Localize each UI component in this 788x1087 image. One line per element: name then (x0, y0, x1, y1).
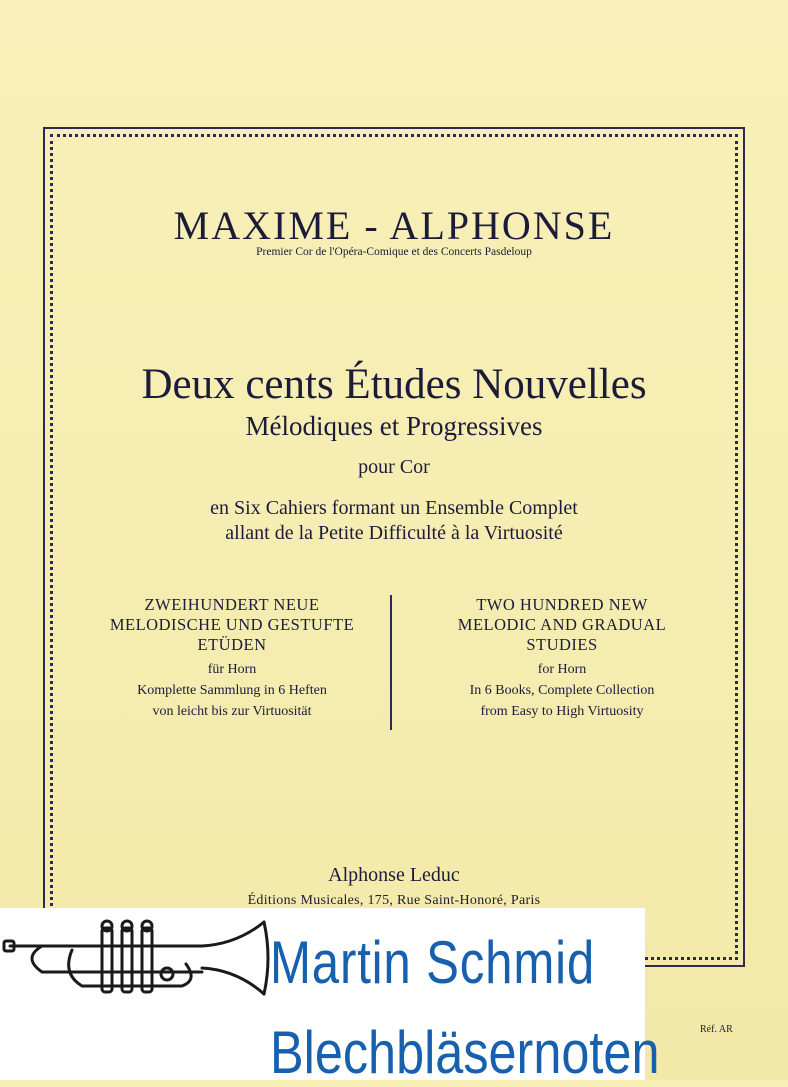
german-heading-3: ETÜDEN (197, 635, 267, 654)
english-instrument: for Horn (537, 662, 587, 677)
publisher-name: Alphonse Leduc (328, 864, 460, 886)
column-divider (390, 595, 392, 730)
english-column (402, 595, 722, 722)
watermark-line-1: Martin Schmid (270, 929, 596, 996)
english-heading-2: MELODIC AND GRADUAL (457, 615, 667, 634)
german-heading-1: ZWEIHUNDERT NEUE (144, 595, 320, 614)
composer-name: MAXIME - ALPHONSE (173, 203, 615, 248)
german-line-2: von leicht bis zur Virtuosität (152, 704, 312, 719)
english-line-1: In 6 Books, Complete Collection (469, 683, 655, 698)
instrument-label: pour Cor (358, 456, 430, 478)
german-column (72, 595, 392, 722)
trumpet-icon (2, 914, 270, 1014)
german-instrument: für Horn (207, 662, 257, 677)
sub-title: Mélodiques et Progressives (245, 411, 543, 441)
publisher-address: Éditions Musicales, 175, Rue Saint-Honoré, Paris (247, 893, 541, 908)
english-heading-3: STUDIES (526, 635, 598, 654)
description-line-1: en Six Cahiers formant un Ensemble Complet (210, 497, 578, 519)
english-heading-1: TWO HUNDRED NEW (476, 595, 648, 614)
description-line-2: allant de la Petite Difficulté à la Virtuosité (225, 522, 563, 544)
watermark-line-2: Blechbläsernoten (270, 1019, 660, 1086)
main-title: Deux cents Études Nouvelles (141, 361, 647, 408)
reference-number: Réf. AR (700, 1024, 733, 1035)
composer-subtitle: Premier Cor de l'Opéra-Comique et des Concerts Pasdeloup (256, 246, 532, 258)
english-line-2: from Easy to High Virtuosity (480, 704, 644, 719)
german-heading-2: MELODISCHE UND GESTUFTE (109, 615, 355, 634)
german-line-1: Komplette Sammlung in 6 Heften (137, 683, 327, 698)
